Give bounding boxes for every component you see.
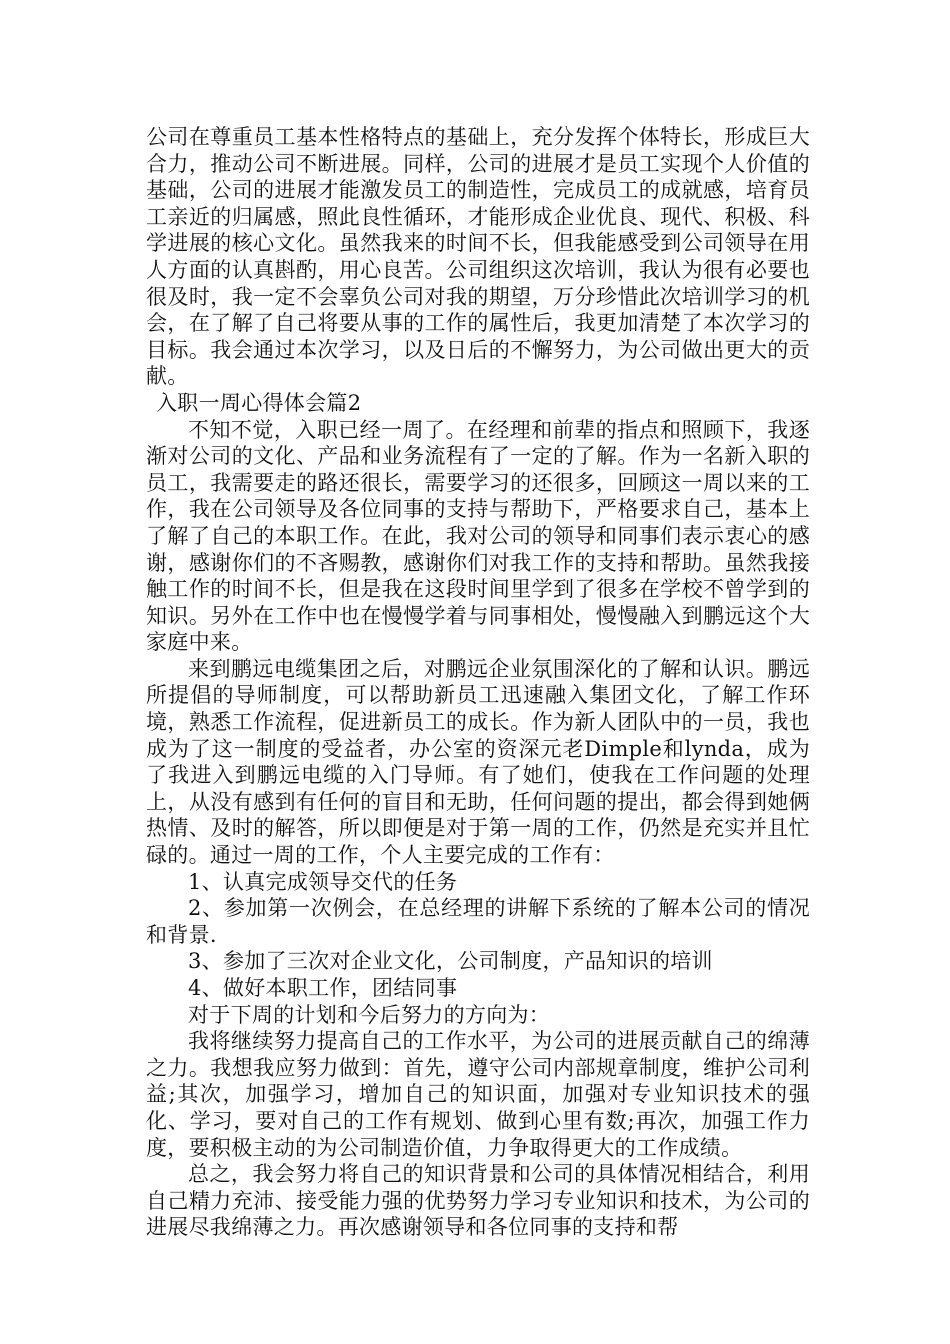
- body-paragraph: 不知不觉，入职已经一周了。在经理和前辈的指点和照顾下，我逐渐对公司的文化、产品和业务流程有了一定的了解。作为一名新入职的员工，我需要走的路还很长，需要学习的还很多，回顾这一周以来的工作，我在公司领导及各位同事的支持与帮助下，严格要求自己，基本上了解了自己的本职工作。在此，我对公司的领导和同事们表示衷心的感谢，感谢你们的不吝赐教，感谢你们对我工作的支持和帮助。虽然我接触工作的时间不长，但是我在这段时间里学到了很多在学校不曾学到的知识。另外在工作中也在慢慢学着与同事相处，慢慢融入到鹏远这个大家庭中来。: [146, 417, 810, 655]
- list-item: 4、做好本职工作，团结同事: [188, 976, 458, 1000]
- plan-intro: 对于下周的计划和今后努力的方向为：: [188, 1002, 551, 1027]
- list-item: 1、认真完成领导交代的任务: [188, 869, 458, 894]
- section-heading: 入职一周心得体会篇2: [156, 390, 362, 415]
- body-paragraph: 我将继续努力提高自己的工作水平，为公司的进展贡献自己的绵薄之力。我想我应努力做到：首先，遵守公司内部规章制度，维护公司利益;其次，加强学习，增加自己的知识面，加强对专业知识技术的强化、学习，要对自己的工作有规划、做到心里有数;再次，加强工作力度，要积极主动的为公司制造价值，力争取得更大的工作成绩。: [146, 1029, 810, 1160]
- list-item: 2、参加第一次例会，在总经理的讲解下系统的了解本公司的情况和背景.: [146, 896, 810, 947]
- document-page: [146, 124, 810, 1241]
- body-paragraph: 总之，我会努力将自己的知识背景和公司的具体情况相结合，利用自己精力充沛、接受能力强的优势努力学习专业知识和技术，为公司的进展尽我绵薄之力。再次感谢领导和各位同事的支持和帮: [146, 1162, 810, 1240]
- list-item: 3、参加了三次对企业文化，公司制度，产品知识的培训: [188, 949, 713, 974]
- body-paragraph: 来到鹏远电缆集团之后，对鹏远企业氛围深化的了解和认识。鹏远所提倡的导师制度，可以帮助新员工迅速融入集团文化，了解工作环境，熟悉工作流程，促进新员工的成长。作为新人团队中的一员，我也成为了这一制度的受益者，办公室的资深元老Dimple和lynda，成为了我进入到鹏远电缆的入门导师。有了她们，使我在工作问题的处理上，从没有感到有任何的盲目和无助，任何问题的提出，都会得到她俩热情、及时的解答，所以即便是对于第一周的工作，仍然是充实并且忙碌的。通过一周的工作，个人主要完成的工作有：: [146, 656, 810, 868]
- intro-paragraph: 公司在尊重员工基本性格特点的基础上，充分发挥个体特长，形成巨大合力，推动公司不断进展。同样，公司的进展才是员工实现个人价值的基础，公司的进展才能激发员工的制造性，完成员工的成就感，培育员工亲近的归属感，照此良性循环，才能形成企业优良、现代、积极、科学进展的核心文化。虽然我来的时间不长，但我能感受到公司领导在用人方面的认真斟酌，用心良苦。公司组织这次培训，我认为很有必要也很及时，我一定不会辜负公司对我的期望，万分珍惜此次培训学习的机会，在了解了自己将要从事的工作的属性后，我更加清楚了本次学习的目标。我会通过本次学习，以及日后的不懈努力，为公司做出更大的贡献。: [146, 125, 810, 389]
